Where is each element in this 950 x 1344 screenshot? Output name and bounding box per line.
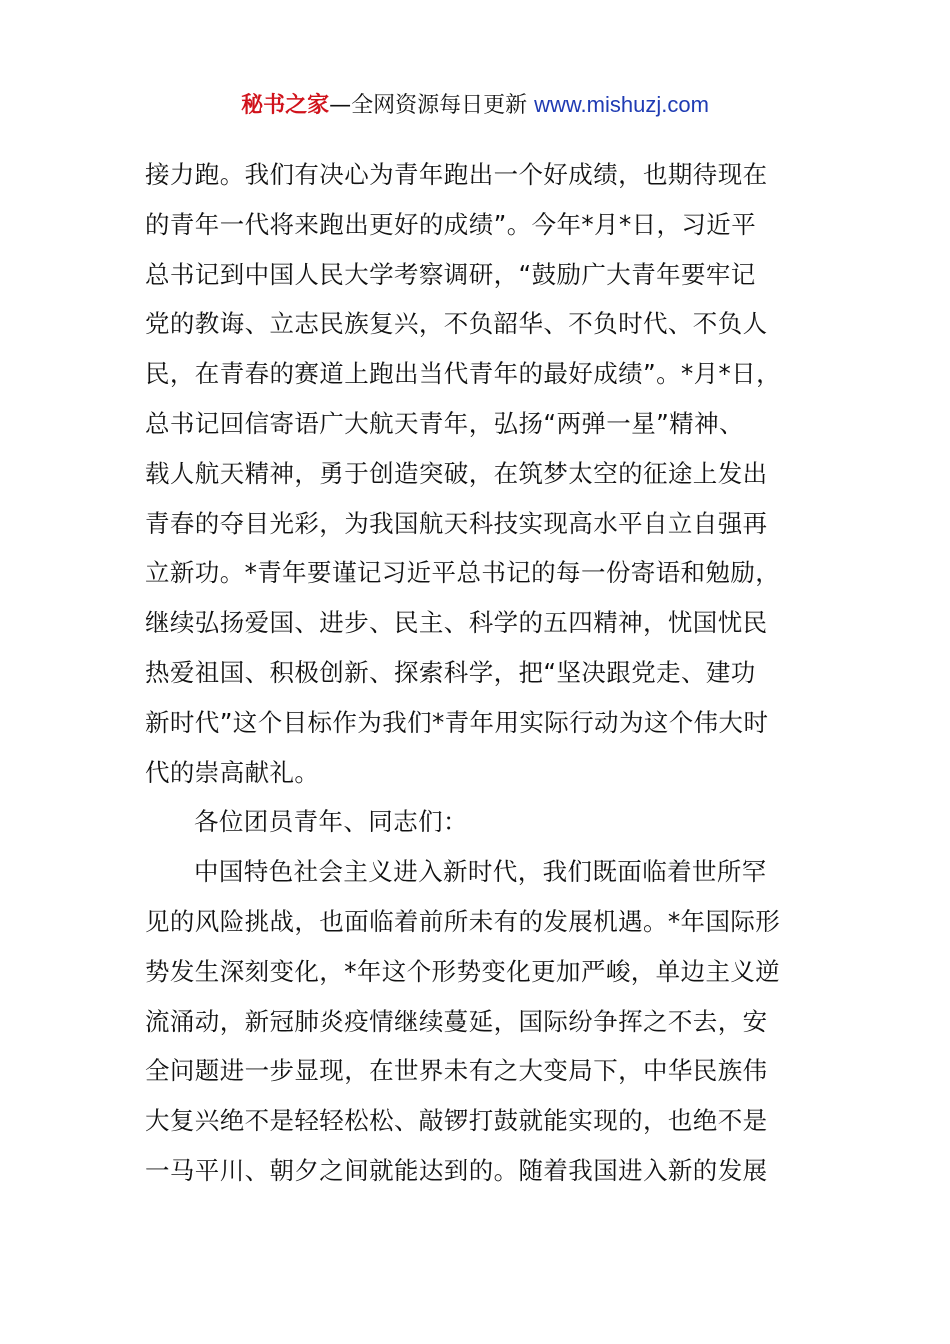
text-line: 总书记回信寄语广大航天青年，弘扬“两弹一星”精神、: [145, 408, 744, 438]
text-line: 见的风险挑战，也面临着前所未有的发展机遇。*年国际形: [145, 906, 781, 936]
text-line: 青春的夺目光彩，为我国航天科技实现高水平自立自强再: [145, 508, 768, 538]
text-line: 民，在青春的赛道上跑出当代青年的最好成绩”。*月*日，: [145, 359, 781, 389]
text-line: 大复兴绝不是轻轻松松、敲锣打鼓就能实现的，也绝不是: [145, 1106, 768, 1136]
text-line: 接力跑。我们有决心为青年跑出一个好成绩，也期待现在: [145, 160, 768, 189]
header-url-link[interactable]: www.mishuzj.com: [534, 92, 709, 117]
text-line: 中国特色社会主义进入新时代，我们既面临着世所罕: [194, 857, 767, 887]
text-line: 的青年一代将来跑出更好的成绩”。今年*月*日，习近平: [145, 209, 757, 239]
text-line: 代的崇高献礼。: [145, 757, 320, 787]
text-line: 总书记到中国人民大学考察调研，“鼓励广大青年要牢记: [145, 259, 756, 289]
text-line: 势发生深刻变化，*年这个形势变化更加严峻，单边主义逆: [145, 956, 781, 986]
text-line: 各位团员青年、同志们：: [194, 807, 468, 837]
brand-name: 秘书之家: [241, 93, 330, 118]
text-line: 立新功。*青年要谨记习近平总书记的每一份寄语和勉励，: [145, 558, 781, 588]
text-line: 继续弘扬爱国、进步、民主、科学的五四精神，忧国忧民: [145, 608, 768, 638]
header-tagline: —全网资源每日更新: [329, 93, 535, 118]
text-line: 新时代”这个目标作为我们*青年用实际行动为这个伟大时: [145, 707, 769, 737]
text-line: 一马平川、朝夕之间就能达到的。随着我国进入新的发展: [145, 1155, 768, 1185]
page-header: [0, 88, 950, 123]
text-line: 流涌动，新冠肺炎疫情继续蔓延，国际纷争挥之不去，安: [145, 1006, 768, 1036]
text-line: 热爱祖国、积极创新、探索科学，把“坚决跟党走、建功: [145, 657, 756, 687]
text-line: 党的教诲、立志民族复兴，不负韶华、不负时代、不负人: [145, 309, 768, 339]
text-line: 载人航天精神，勇于创造突破，在筑梦太空的征途上发出: [145, 458, 768, 488]
text-line: 全问题进一步显现，在世界未有之大变局下，中华民族伟: [145, 1056, 768, 1086]
document-body: [145, 150, 815, 1196]
